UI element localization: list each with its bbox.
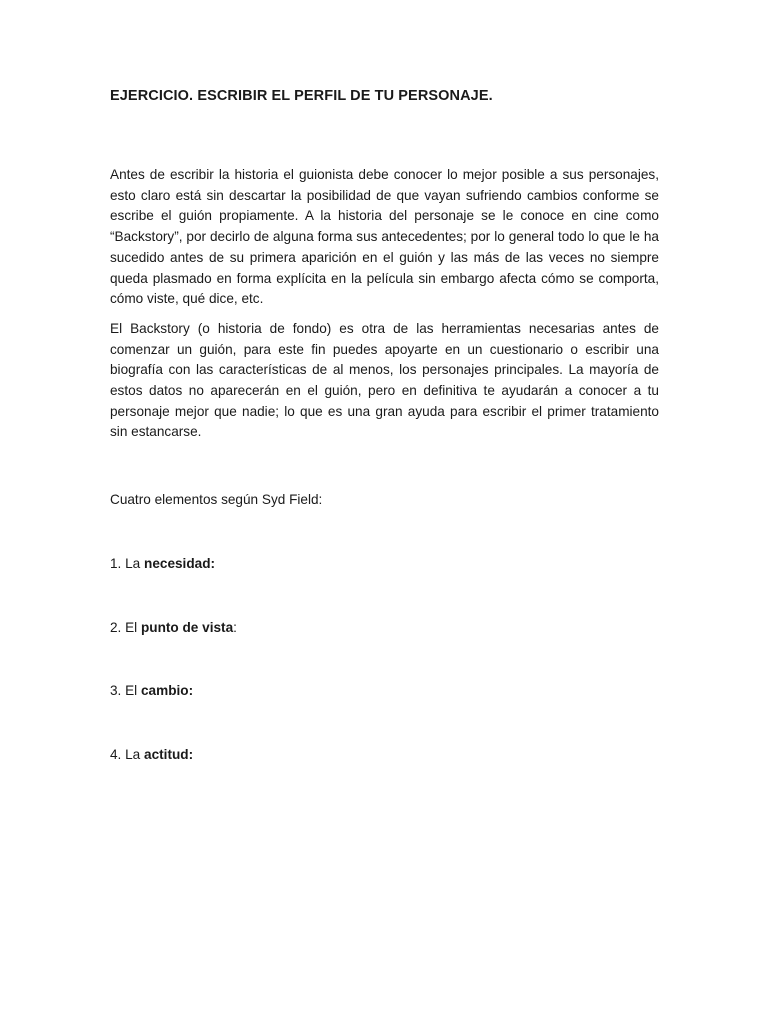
document-content: [110, 84, 659, 766]
list-item-punto-de-vista: [110, 618, 659, 639]
list-item-suffix: :: [233, 619, 237, 635]
document-title: EJERCICIO. ESCRIBIR EL PERFIL DE TU PERSONAJE.: [110, 88, 493, 104]
list-item-prefix: 1. La: [110, 555, 145, 571]
list-item-prefix: 4. La: [110, 746, 145, 762]
list-item-actitud: [110, 745, 659, 766]
list-item-prefix: 2. El: [110, 619, 141, 635]
paragraph-backstory-tool: El Backstory (o historia de fondo) es otra de las herramientas necesarias antes de comenzar un guión, para este fin puedes apoyarte en un cuestionario o escribir una biografía con las características de al menos, los personajes principales. La mayoría de estos datos no aparecerán en el guión, pero en definitiva te ayudarán a conocer a tu personaje mejor que nadie; lo que es una gran ayuda para escribir el primer tratamiento sin estancarse.: [110, 320, 659, 440]
list-item-term: actitud:: [144, 746, 194, 762]
list-item-necesidad: [110, 554, 659, 575]
list-item-prefix: 3. El: [110, 683, 141, 699]
list-item-cambio: [110, 681, 659, 702]
elements-subheading: Cuatro elementos según Syd Field:: [110, 492, 323, 508]
list-item-term: cambio:: [140, 683, 194, 699]
list-item-term: necesidad:: [144, 555, 216, 571]
paragraph-backstory-intro: Antes de escribir la historia el guionista debe conocer lo mejor posible a sus personajes, esto claro está sin descartar la posibilidad de que vayan sufriendo cambios conforme se escribe el guión propiamente. A la historia del personaje se le conoce en cine como “Backstory”, por decirlo de alguna forma sus antecedentes; por lo general todo lo que le ha sucedido antes de su primera aparición en el guión y las más de las veces no siempre queda plasmado en forma explícita en la película sin embargo afecta cómo se comporta, cómo viste, qué dice, etc.: [110, 167, 659, 307]
list-item-term: punto de vista: [140, 619, 234, 635]
